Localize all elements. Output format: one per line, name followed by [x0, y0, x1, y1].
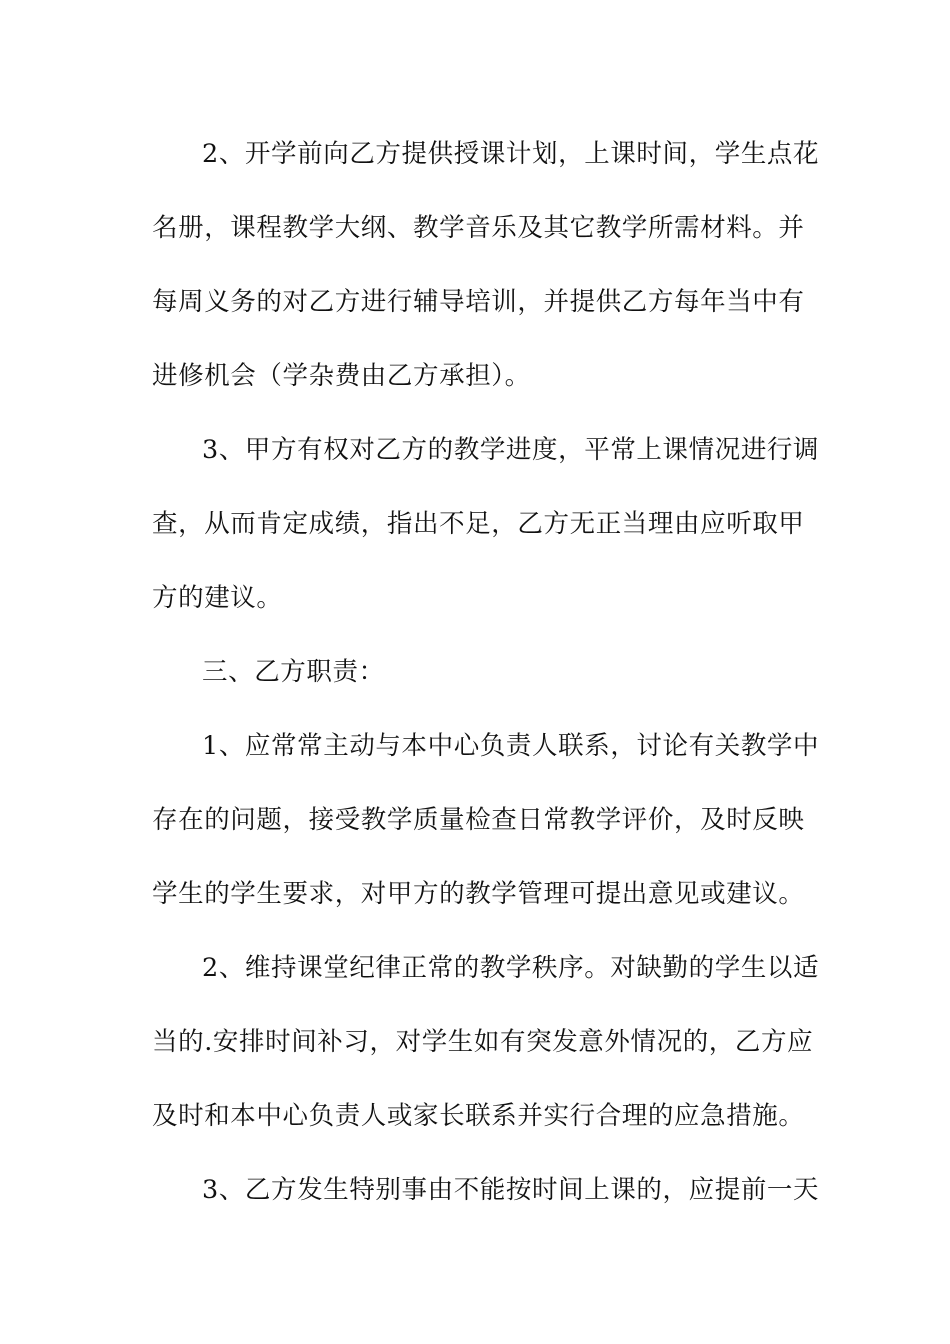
paragraph-line: 3、乙方发生特别事由不能按时间上课的，应提前一天: [202, 1175, 820, 1205]
paragraph-line: 2、维持课堂纪律正常的教学秩序。对缺勤的学生以适: [202, 953, 820, 983]
paragraph-line: 进修机会（学杂费由乙方承担）。: [152, 361, 531, 391]
paragraph-line: 及时和本中心负责人或家长联系并实行合理的应急措施。: [152, 1101, 805, 1131]
paragraph-line: 学生的学生要求，对甲方的教学管理可提出意见或建议。: [152, 879, 805, 909]
paragraph-line: 3、甲方有权对乙方的教学进度，平常上课情况进行调: [202, 435, 820, 465]
paragraph-line: 存在的问题，接受教学质量检查日常教学评价，及时反映: [152, 805, 805, 835]
paragraph-line: 当的.安排时间补习，对学生如有突发意外情况的，乙方应: [152, 1027, 814, 1057]
paragraph-line: 每周义务的对乙方进行辅导培训，并提供乙方每年当中有: [152, 287, 805, 317]
paragraph-line: 名册，课程教学大纲、教学音乐及其它教学所需材料。并: [152, 213, 805, 243]
paragraph-line: 2、开学前向乙方提供授课计划，上课时间，学生点花: [202, 139, 820, 169]
paragraph-line: 方的建议。: [152, 583, 283, 613]
paragraph-line: 查，从而肯定成绩，指出不足，乙方无正当理由应听取甲: [152, 509, 805, 539]
section-heading: 三、乙方职责：: [202, 657, 385, 687]
paragraph-line: 1、应常常主动与本中心负责人联系，讨论有关教学中: [202, 731, 820, 761]
